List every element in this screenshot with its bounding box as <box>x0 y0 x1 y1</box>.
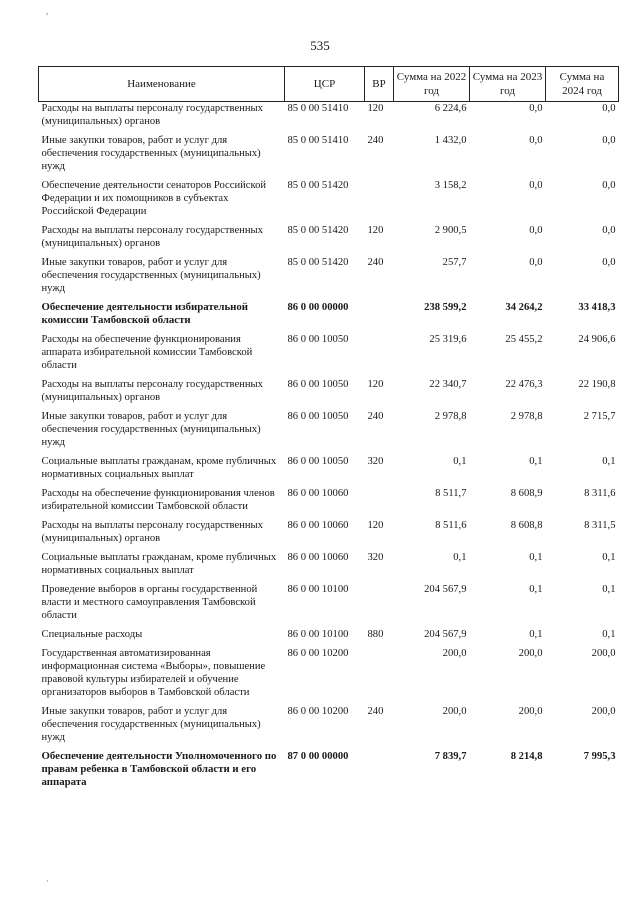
row-vr <box>365 301 394 333</box>
row-name: Иные закупки товаров, работ и услуг для обеспечения государственных (муниципальных) нужд <box>41 135 261 172</box>
row-csr: 86 0 00 10050 <box>287 411 349 422</box>
row-name: Социальные выплаты гражданам, кроме публичных нормативных социальных выплат <box>41 456 277 480</box>
table-header-row <box>39 67 619 102</box>
row-name: Государственная автоматизированная информационная система «Выборы», повышение правовой культуры избирателей и обучение организаторов выборов в Тамбовской области <box>41 648 266 698</box>
row-amount-2023: 0,0 <box>529 257 543 268</box>
row-amount-2022: 3 158,2 <box>434 180 467 191</box>
row-vr <box>365 750 394 795</box>
row-csr: 86 0 00 10050 <box>287 456 349 467</box>
row-amount-2023: 8 214,8 <box>510 751 543 762</box>
table-row <box>39 705 619 750</box>
table-row <box>39 487 619 519</box>
table-row <box>39 628 619 647</box>
table-row <box>39 378 619 410</box>
row-amount-2022: 200,0 <box>442 706 467 717</box>
row-amount-2023: 200,0 <box>518 648 543 659</box>
row-csr: 86 0 00 10050 <box>287 334 349 345</box>
row-amount-2023: 0,1 <box>529 552 543 563</box>
row-amount-2024: 0,0 <box>602 257 616 268</box>
row-amount-2023: 0,1 <box>529 456 543 467</box>
row-amount-2022: 2 900,5 <box>434 225 467 236</box>
row-name: Расходы на выплаты персоналу государственных (муниципальных) органов <box>41 520 263 544</box>
row-vr: 120 <box>367 379 384 390</box>
table-row <box>39 519 619 551</box>
row-amount-2022: 8 511,6 <box>435 520 467 531</box>
row-amount-2024: 200,0 <box>591 648 616 659</box>
row-vr <box>365 487 394 519</box>
row-vr <box>365 583 394 628</box>
row-amount-2023: 8 608,8 <box>510 520 543 531</box>
row-csr: 86 0 00 00000 <box>287 302 349 313</box>
table-row <box>39 179 619 224</box>
row-csr: 86 0 00 10050 <box>287 379 349 390</box>
row-amount-2022: 2 978,8 <box>434 411 467 422</box>
row-name: Иные закупки товаров, работ и услуг для обеспечения государственных (муниципальных) нужд <box>41 257 261 294</box>
row-csr: 86 0 00 10100 <box>287 584 349 595</box>
row-csr: 85 0 00 51420 <box>287 225 349 236</box>
row-name: Расходы на выплаты персоналу государственных (муниципальных) органов <box>41 225 263 249</box>
row-csr: 85 0 00 51420 <box>287 257 349 268</box>
row-vr <box>365 179 394 224</box>
row-amount-2023: 200,0 <box>518 706 543 717</box>
row-amount-2024: 2 715,7 <box>583 411 616 422</box>
row-name: Обеспечение деятельности сенаторов Российской Федерации и их помощников в субъектах Российской Федерации <box>41 180 267 217</box>
row-amount-2023: 0,0 <box>529 225 543 236</box>
header-2023: Сумма на 2023 год <box>470 67 546 102</box>
row-csr: 85 0 00 51410 <box>287 103 349 114</box>
row-csr: 86 0 00 10060 <box>287 520 349 531</box>
row-amount-2022: 0,1 <box>453 552 467 563</box>
row-vr: 240 <box>367 706 384 717</box>
row-vr: 240 <box>367 135 384 146</box>
row-amount-2022: 1 432,0 <box>434 135 467 146</box>
row-vr: 240 <box>367 257 384 268</box>
row-amount-2023: 0,0 <box>529 180 543 191</box>
table-row <box>39 410 619 455</box>
row-amount-2023: 34 264,2 <box>505 302 543 313</box>
row-amount-2024: 0,1 <box>602 456 616 467</box>
row-csr: 85 0 00 51410 <box>287 135 349 146</box>
row-amount-2022: 204 567,9 <box>424 629 467 640</box>
row-amount-2024: 0,0 <box>602 225 616 236</box>
row-amount-2024: 0,1 <box>602 629 616 640</box>
table-row <box>39 134 619 179</box>
row-csr: 86 0 00 10200 <box>287 706 349 717</box>
row-csr: 85 0 00 51420 <box>287 180 349 191</box>
row-amount-2024: 7 995,3 <box>583 751 616 762</box>
header-vr: ВР <box>365 67 394 102</box>
row-csr: 87 0 00 00000 <box>287 751 349 762</box>
row-name: Обеспечение деятельности Уполномоченного по правам ребенка в Тамбовской области и его аппарата <box>41 750 277 788</box>
table-row <box>39 333 619 378</box>
row-amount-2022: 200,0 <box>442 648 467 659</box>
budget-table <box>38 66 619 795</box>
row-amount-2023: 0,0 <box>529 103 543 114</box>
row-amount-2024: 200,0 <box>591 706 616 717</box>
row-vr <box>365 333 394 378</box>
row-amount-2023: 8 608,9 <box>510 488 543 499</box>
row-amount-2024: 0,0 <box>602 135 616 146</box>
table-row <box>39 102 619 135</box>
table-row <box>39 301 619 333</box>
header-csr: ЦСР <box>285 67 365 102</box>
row-vr: 320 <box>367 456 384 467</box>
row-name: Социальные выплаты гражданам, кроме публичных нормативных социальных выплат <box>41 552 277 576</box>
header-2024: Сумма на 2024 год <box>546 67 619 102</box>
row-vr: 120 <box>367 103 384 114</box>
table-row <box>39 647 619 705</box>
row-amount-2024: 8 311,6 <box>584 488 616 499</box>
row-amount-2024: 0,0 <box>602 180 616 191</box>
row-name: Расходы на обеспечение функционирования аппарата избирательной комиссии Тамбовской области <box>41 334 253 371</box>
row-amount-2023: 22 476,3 <box>505 379 543 390</box>
row-amount-2022: 0,1 <box>453 456 467 467</box>
header-name: Наименование <box>39 67 285 102</box>
row-amount-2024: 0,0 <box>602 103 616 114</box>
header-2022: Сумма на 2022 год <box>394 67 470 102</box>
row-amount-2022: 7 839,7 <box>434 751 467 762</box>
row-name: Иные закупки товаров, работ и услуг для обеспечения государственных (муниципальных) нужд <box>41 411 261 448</box>
row-amount-2023: 2 978,8 <box>510 411 543 422</box>
row-amount-2022: 22 340,7 <box>429 379 467 390</box>
row-amount-2024: 24 906,6 <box>578 334 616 345</box>
row-amount-2023: 25 455,2 <box>505 334 543 345</box>
row-csr: 86 0 00 10200 <box>287 648 349 659</box>
row-amount-2024: 22 190,8 <box>578 379 616 390</box>
scan-mark: · <box>46 876 49 886</box>
table-row <box>39 224 619 256</box>
table-row <box>39 256 619 301</box>
row-amount-2022: 238 599,2 <box>424 302 467 313</box>
row-vr: 320 <box>367 552 384 563</box>
row-name: Специальные расходы <box>41 629 143 640</box>
row-amount-2024: 8 311,5 <box>584 520 616 531</box>
page-number: 535 <box>310 38 330 53</box>
table-row <box>39 551 619 583</box>
row-vr: 120 <box>367 520 384 531</box>
row-csr: 86 0 00 10060 <box>287 552 349 563</box>
row-amount-2023: 0,1 <box>529 584 543 595</box>
row-amount-2024: 33 418,3 <box>578 302 616 313</box>
row-amount-2022: 8 511,7 <box>435 488 467 499</box>
row-amount-2022: 204 567,9 <box>424 584 467 595</box>
row-name: Обеспечение деятельности избирательной комиссии Тамбовской области <box>41 301 249 326</box>
row-amount-2024: 0,1 <box>602 552 616 563</box>
table-row <box>39 455 619 487</box>
table-body <box>39 102 619 796</box>
row-name: Расходы на выплаты персоналу государственных (муниципальных) органов <box>41 103 263 127</box>
row-vr <box>365 647 394 705</box>
row-vr: 880 <box>367 629 384 640</box>
scan-mark: , <box>46 6 49 16</box>
row-csr: 86 0 00 10100 <box>287 629 349 640</box>
row-name: Иные закупки товаров, работ и услуг для обеспечения государственных (муниципальных) нужд <box>41 706 261 743</box>
row-amount-2023: 0,1 <box>529 629 543 640</box>
table-row <box>39 583 619 628</box>
row-amount-2023: 0,0 <box>529 135 543 146</box>
table-row <box>39 750 619 795</box>
row-amount-2022: 6 224,6 <box>434 103 467 114</box>
row-csr: 86 0 00 10060 <box>287 488 349 499</box>
row-amount-2022: 25 319,6 <box>429 334 467 345</box>
row-name: Расходы на обеспечение функционирования членов избирательной комиссии Тамбовской области <box>41 488 275 512</box>
row-amount-2024: 0,1 <box>602 584 616 595</box>
row-name: Проведение выборов в органы государственной власти и местного самоуправления Тамбовской области <box>41 584 258 621</box>
row-amount-2022: 257,7 <box>442 257 467 268</box>
row-vr: 240 <box>367 411 384 422</box>
row-vr: 120 <box>367 225 384 236</box>
row-name: Расходы на выплаты персоналу государственных (муниципальных) органов <box>41 379 263 403</box>
